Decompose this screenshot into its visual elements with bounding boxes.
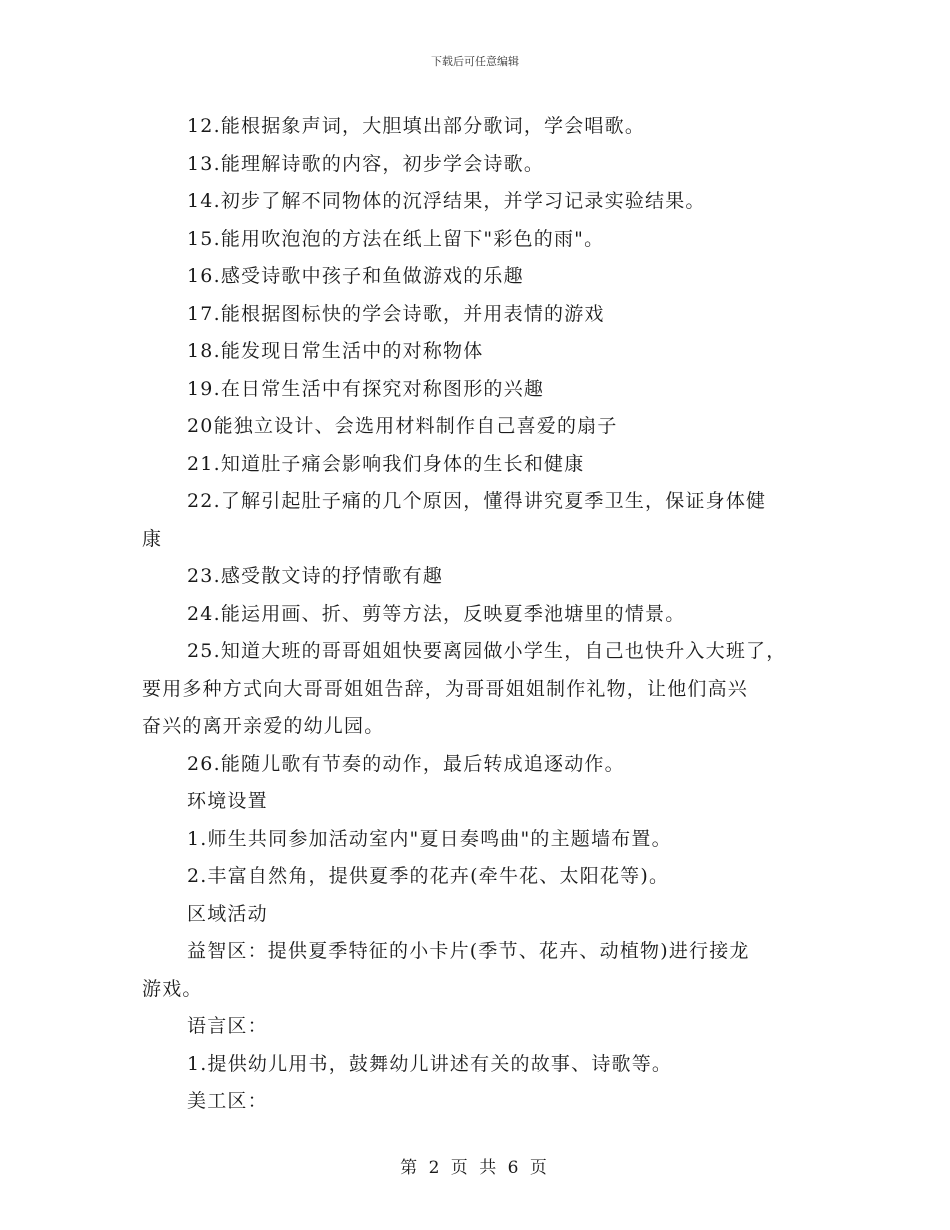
- section-heading: 环境设置: [187, 790, 268, 812]
- text-line: 22.了解引起肚子痛的几个原因，懂得讲究夏季卫生，保证身体健: [187, 490, 767, 512]
- text-line: 15.能用吹泡泡的方法在纸上留下"彩色的雨"。: [187, 227, 605, 250]
- text-line: 16.感受诗歌中孩子和鱼做游戏的乐趣: [187, 265, 524, 287]
- text-line: 19.在日常生活中有探究对称图形的兴趣: [187, 377, 545, 400]
- text-line: 2.丰富自然角，提供夏季的花卉(牵牛花、太阳花等)。: [187, 865, 670, 887]
- text-line: 美工区：: [187, 1090, 268, 1112]
- document-body: [0, 108, 950, 1121]
- text-line: 1.师生共同参加活动室内"夏日奏鸣曲"的主题墙布置。: [187, 827, 672, 850]
- text-line: 游戏。: [142, 977, 203, 1000]
- text-line: 13.能理解诗歌的内容，初步学会诗歌。: [187, 152, 545, 175]
- text-line: 20能独立设计、会选用材料制作自己喜爱的扇子: [187, 415, 618, 437]
- text-line: 康: [142, 527, 163, 550]
- text-line: 26.能随儿歌有节奏的动作，最后转成追逐动作。: [187, 752, 625, 775]
- text-line: 17.能根据图标快的学会诗歌，并用表情的游戏: [187, 302, 605, 325]
- page-header: 下载后可任意编辑: [431, 55, 519, 68]
- text-line: 奋兴的离开亲爱的幼儿园。: [142, 715, 385, 737]
- text-line: 要用多种方式向大哥哥姐姐告辞，为哥哥姐姐制作礼物，让他们高兴: [142, 677, 749, 700]
- text-line: 18.能发现日常生活中的对称物体: [187, 340, 484, 362]
- text-line: 1.提供幼儿用书，鼓舞幼儿讲述有关的故事、诗歌等。: [187, 1052, 673, 1075]
- text-line: 12.能根据象声词，大胆填出部分歌词，学会唱歌。: [187, 115, 646, 137]
- section-heading: 区域活动: [187, 902, 268, 925]
- text-line: 25.知道大班的哥哥姐姐快要离园做小学生，自己也快升入大班了，: [187, 640, 787, 662]
- text-line: 21.知道肚子痛会影响我们身体的生长和健康: [187, 452, 585, 475]
- text-line: 14.初步了解不同物体的沉浮结果，并学习记录实验结果。: [187, 190, 706, 212]
- text-line: 24.能运用画、折、剪等方法，反映夏季池塘里的情景。: [187, 602, 686, 625]
- text-line: 语言区：: [187, 1015, 268, 1037]
- text-line: 益智区：提供夏季特征的小卡片(季节、花卉、动植物)进行接龙: [187, 940, 750, 962]
- page-number-footer: 第 2 页 共 6 页: [400, 1158, 550, 1178]
- text-line: 23.感受散文诗的抒情歌有趣: [187, 565, 444, 587]
